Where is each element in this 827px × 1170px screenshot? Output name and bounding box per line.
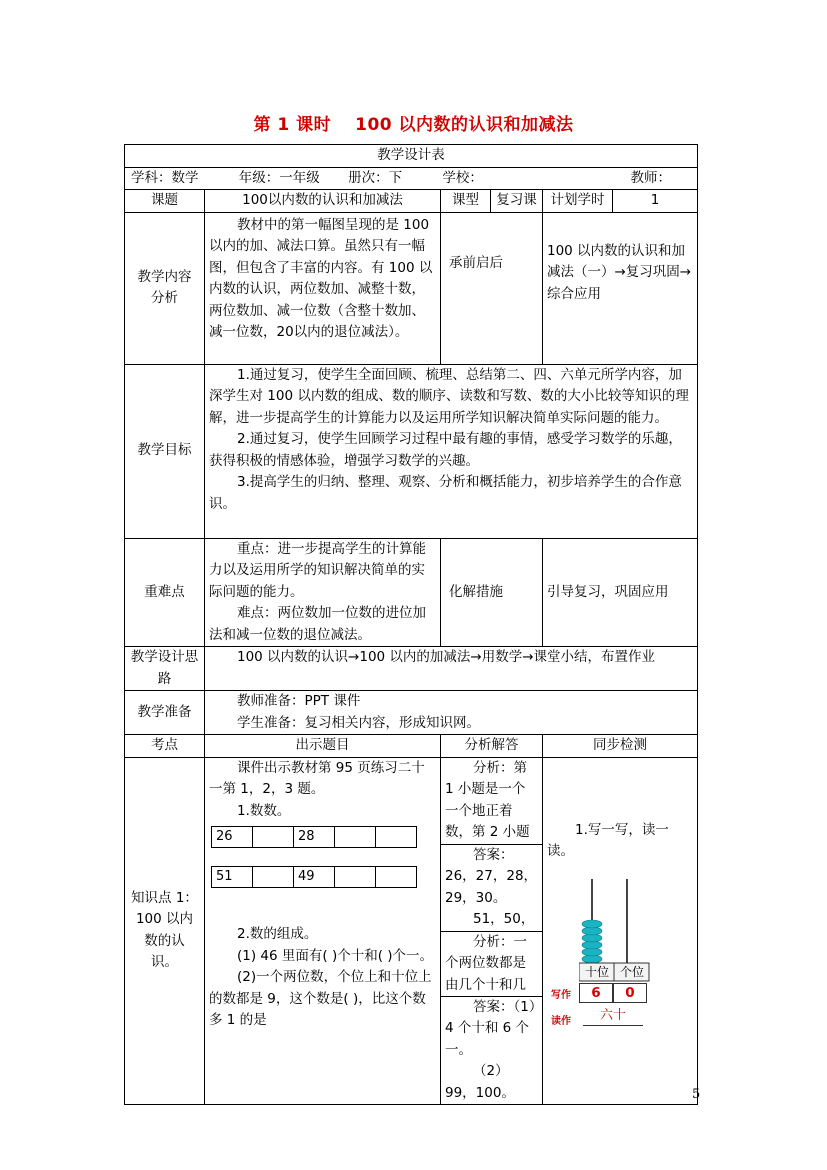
k1-question: 课件出示教材第 95 页练习二十一第 1，2，3 题。 1.数数。 26 28 51 49 2.数的组成。 (1) 46 里面有( )个十和( )个一。 (2)一个两位数，个位上和十位上的数都是 9，这个数是( )，比这个数多 1 的是 (205, 757, 441, 1105)
ones-label: 个位 (619, 964, 644, 979)
ones-written: 0 (613, 983, 647, 1003)
content-text: 教材中的第一幅图呈现的是 100 以内的加、减法口算。虽然只有一幅图，但包含了丰富的内容。有 100 以内数的认识，两位数加、减整十数，两位数加、减一位数（含整十数加、减一位数，20以内的退位减法）。 (205, 212, 441, 364)
key-mid: 化解措施 (441, 538, 543, 647)
tens-written: 6 (579, 983, 613, 1003)
topic-value: 100以内数的认识和加减法 (205, 190, 441, 213)
goals-text: 1.通过复习，使学生全面回顾、梳理、总结第二、四、六单元所学内容，加深学生对 100 以内数的组成、数的顺序、读数和写数、数的大小比较等知识的理解，进一步提高学生的计算能力以及运用所学知识解决简单实际问题的能力。 2.通过复习，使学生回顾学习过程中最有趣的事情，感受学习数学的乐趣，获得积极的情感体验，增强学习数学的兴趣。 3.提高学生的归纳、整理、观察、分析和概括能力，初步培养学生的合作意识。 (205, 364, 698, 538)
k1-label: 知识点 1：100 以内数的认识。 (125, 757, 205, 1105)
col-head-check: 同步检测 (543, 735, 698, 758)
tens-label: 十位 (584, 964, 609, 979)
read-value: 六十 (583, 1007, 643, 1026)
hours-value: 1 (613, 190, 698, 213)
write-label: 写作 (551, 989, 571, 1001)
header-info: 学科：数学 年级：一年级 册次：下 学校： 教师： (125, 167, 698, 190)
abacus-figure (579, 871, 669, 1001)
lesson-design-table (124, 144, 701, 1105)
page-title: 第 1 课时 100 以内数的认识和加减法 (253, 115, 574, 135)
abacus-bead (582, 920, 602, 928)
content-label: 教学内容分析 (125, 212, 205, 364)
idea-label: 教学设计思路 (125, 647, 205, 691)
prep-label: 教学准备 (125, 691, 205, 735)
type-label: 课型 (441, 190, 491, 213)
k1-check: 1.写一写，读一读。 十位 个位 写作 6 0 读作 六十 (543, 757, 698, 1105)
page-number: 5 (692, 1087, 701, 1102)
content-right: 100 以内数的认识和加减法（一）→复习巩固→综合应用 (543, 212, 698, 364)
idea-text: 100 以内数的认识→100 以内的加减法→用数学→课堂小结，布置作业 (205, 647, 698, 691)
goals-label: 教学目标 (125, 364, 205, 538)
k1-analysis: 分析：第 1 小题是一个一个地正着数，第 2 小题 答案：26，27，28，29，30。 51，50， 分析：一个两位数都是由几个十和几 答案：（1）4 个十和 6 个一。 （2）99，100。 (441, 757, 543, 1105)
key-right: 引导复习，巩固应用 (543, 538, 698, 647)
read-label: 读作 (551, 1015, 571, 1027)
table-title: 教学设计表 (125, 145, 698, 168)
topic-label: 课题 (125, 190, 205, 213)
hours-label: 计划学时 (543, 190, 613, 213)
col-head-point: 考点 (125, 735, 205, 758)
count-grid-1: 26 28 (211, 826, 417, 848)
prep-text: 教师准备：PPT 课件 学生准备：复习相关内容，形成知识网。 (205, 691, 698, 735)
type-value: 复习课 (491, 190, 543, 213)
col-head-question: 出示题目 (205, 735, 441, 758)
content-mid: 承前启后 (441, 212, 543, 364)
key-label: 重难点 (125, 538, 205, 647)
count-grid-2: 51 49 (211, 866, 417, 888)
col-head-analysis: 分析解答 (441, 735, 543, 758)
key-text: 重点：进一步提高学生的计算能力以及运用所学的知识解决简单的实际问题的能力。 难点：两位数加一位数的进位加法和减一位数的退位减法。 (205, 538, 441, 647)
